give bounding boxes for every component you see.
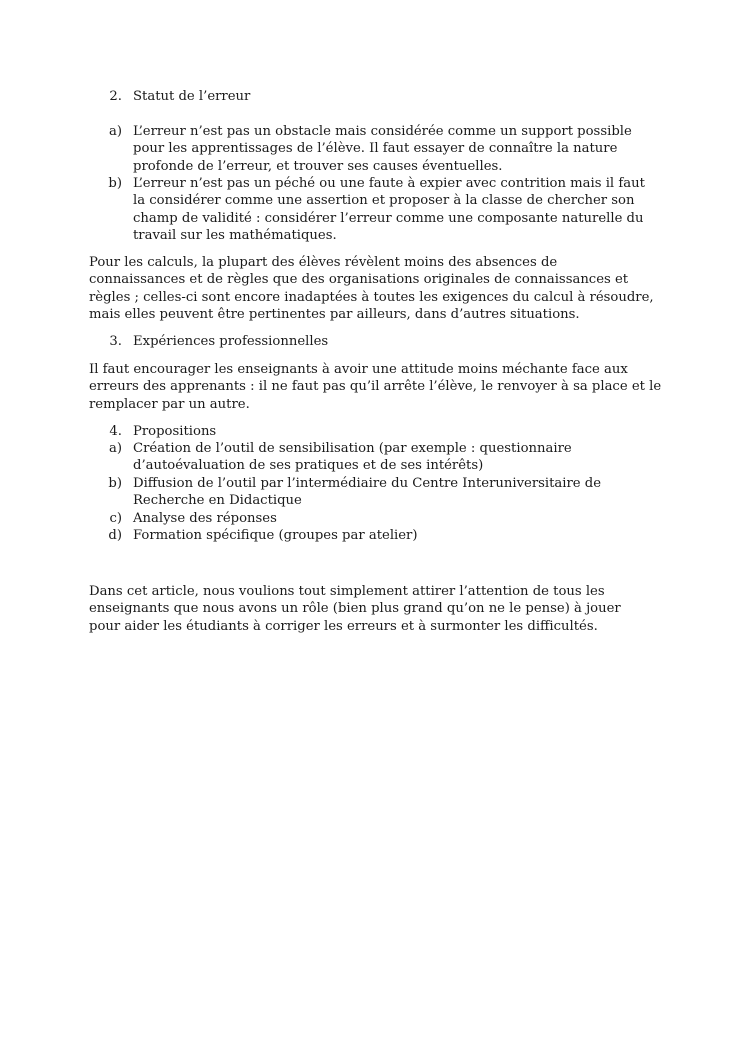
section-number: 2.	[109, 89, 122, 104]
text-line: règles ; celles-ci sont encore inadaptées à toutes les exigences du calcul à résoudre,	[89, 289, 654, 305]
paragraph	[89, 254, 669, 324]
list-item	[133, 510, 663, 527]
list-marker: a)	[108, 441, 122, 456]
text-line: Création de l’outil de sensibilisation (par exemple : questionnaire	[133, 441, 572, 456]
text-line: L’erreur n’est pas un péché ou une faute à expier avec contrition mais il faut	[133, 176, 645, 191]
text-line: L’erreur n’est pas un obstacle mais considérée comme un support possible	[133, 124, 632, 139]
text-line: mais elles peuvent être pertinentes par ailleurs, dans d’autres situations.	[89, 307, 580, 323]
text-line: la considérer comme une assertion et proposer à la classe de chercher son	[133, 193, 635, 209]
text-line: remplacer par un autre.	[89, 396, 250, 412]
section-heading: Statut de l’erreur	[133, 89, 251, 104]
text-line: Recherche en Didactique	[133, 493, 302, 509]
text-line: erreurs des apprenants : il ne faut pas qu’il arrête l’élève, le renvoyer à sa place et le	[89, 379, 662, 395]
text-line: connaissances et de règles que des organisations originales de connaissances et	[89, 272, 629, 288]
list-item	[133, 440, 663, 475]
text-line: Pour les calculs, la plupart des élèves révèlent moins des absences de	[89, 255, 558, 270]
section-heading: Expériences professionnelles	[133, 334, 329, 349]
list-item	[133, 175, 663, 245]
text-line: pour les apprentissages de l’élève. Il faut essayer de connaître la nature	[133, 141, 618, 157]
text-line: d’autoévaluation de ses pratiques et de ses intérêts)	[133, 458, 484, 474]
list-item	[133, 123, 663, 175]
list-marker: a)	[108, 124, 122, 139]
list-marker: d)	[108, 528, 122, 543]
text-line: pour aider les étudiants à corriger les erreurs et à surmonter les difficultés.	[89, 618, 598, 634]
list-item	[133, 527, 663, 544]
list-marker: b)	[108, 476, 122, 491]
list-item	[133, 475, 663, 510]
section-number: 3.	[109, 334, 122, 349]
text-line: Analyse des réponses	[133, 511, 277, 526]
list-marker: b)	[108, 176, 122, 191]
conclusion-paragraph	[89, 583, 669, 635]
paragraph	[89, 361, 669, 413]
text-line: Il faut encourager les enseignants à avoir une attitude moins méchante face aux	[89, 362, 628, 377]
section-heading: Propositions	[133, 424, 217, 439]
text-line: champ de validité : considérer l’erreur comme une composante naturelle du	[133, 210, 644, 226]
text-line: Dans cet article, nous voulions tout simplement attirer l’attention de tous les	[89, 584, 605, 599]
list-marker: c)	[109, 511, 122, 526]
text-line: Formation spécifique (groupes par atelier)	[133, 528, 418, 543]
section-number: 4.	[109, 424, 122, 439]
text-line: enseignants que nous avons un rôle (bien plus grand qu’on ne le pense) à jouer	[89, 601, 621, 617]
text-line: Diffusion de l’outil par l’intermédiaire du Centre Interuniversitaire de	[133, 476, 602, 491]
text-line: travail sur les mathématiques.	[133, 228, 337, 244]
text-line: profonde de l’erreur, et trouver ses causes éventuelles.	[133, 158, 503, 174]
